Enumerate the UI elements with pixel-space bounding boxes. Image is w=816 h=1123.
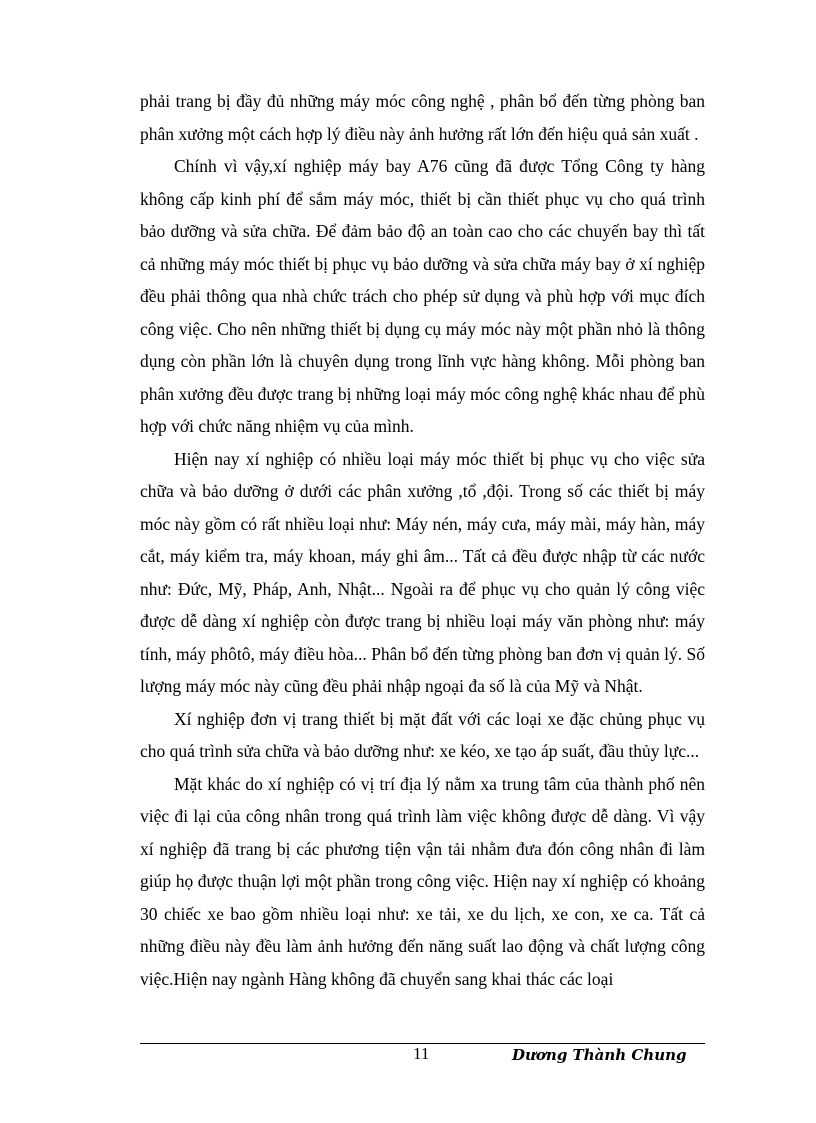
paragraph-ground-vehicles: Xí nghiệp đơn vị trang thiết bị mặt đất với các loại xe đặc chủng phục vụ cho quá trình sửa chữa và bảo dưỡng như: xe kéo, xe tạo áp suất, đầu thủy lực... [140,708,705,761]
page-body [140,85,705,995]
footer-author: Dương Thành Chung [512,1046,687,1064]
paragraph-machine-types: Hiện nay xí nghiệp có nhiều loại máy móc thiết bị phục vụ cho việc sửa chữa và bảo dưỡng ở dưới các phân xưởng ,tổ ,đội. Trong số các thiết bị máy móc này gồm có rất nhiều loại như: Máy nén, máy cưa, máy mài, máy hàn, máy cắt, máy kiểm tra, máy khoan, máy ghi âm... Tất cả đều được nhập từ các nước như: Đức, Mỹ, Pháp, Anh, Nhật... Ngoài ra để phục vụ cho quản lý công việc được dễ dàng xí nghiệp còn được trang bị nhiều loại máy văn phòng như: máy tính, máy phôtô, máy điều hòa... Phân bổ đến từng phòng ban đơn vị quản lý. Số lượng máy móc này cũng đều phải nhập ngoại đa số là của Mỹ và Nhật. [140,448,705,696]
paragraph-continuation: phải trang bị đầy đủ những máy móc công nghệ , phân bổ đến từng phòng ban phân xưởng một cách hợp lý điều này ảnh hưởng rất lớn đến hiệu quả sản xuất . [140,91,705,144]
paragraph-equipment-funding: Chính vì vậy,xí nghiệp máy bay A76 cũng đã được Tổng Công ty hàng không cấp kinh phí để sắm máy móc, thiết bị cần thiết phục vụ cho quá trình bảo dưỡng và sửa chữa. Để đảm bảo độ an toàn cao cho các chuyến bay thì tất cả những máy móc thiết bị phục vụ bảo dưỡng và sửa chữa máy bay ở xí nghiệp đều phải thông qua nhà chức trách cho phép sử dụng và phù hợp với mục đích công việc. Cho nên những thiết bị dụng cụ máy móc này một phần nhỏ là thông dụng còn phần lớn là chuyên dụng trong lĩnh vực hàng không. Mỗi phòng ban phân xưởng đều được trang bị những loại máy móc công nghệ khác nhau để phù hợp với chức năng nhiệm vụ của mình. [140,156,705,436]
page-number: 11 [413,1044,430,1063]
paragraph-transport: Mặt khác do xí nghiệp có vị trí địa lý nằm xa trung tâm của thành phố nên việc đi lại của công nhân trong quá trình làm việc không được dễ dàng. Vì vậy xí nghiệp đã trang bị các phương tiện vận tải nhằm đưa đón công nhân đi làm giúp họ được thuận lợi một phần trong công việc. Hiện nay xí nghiệp có khoảng 30 chiếc xe bao gồm nhiều loại như: xe tải, xe du lịch, xe con, xe ca. Tất cả những điều này đều làm ảnh hưởng đến năng suất lao động và chất lượng công việc.Hiện nay ngành Hàng không đã chuyển sang khai thác các loại [140,773,705,989]
